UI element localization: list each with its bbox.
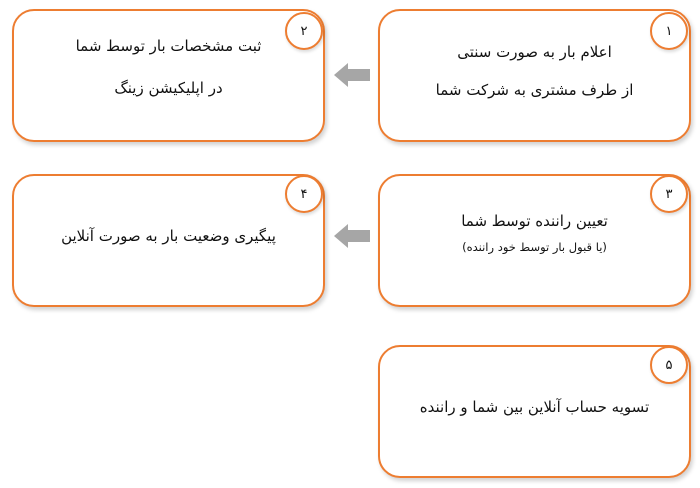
- step-5-number-badge: ۵: [650, 346, 688, 384]
- step-2-line-1: ثبت مشخصات بار توسط شما: [75, 37, 262, 55]
- arrow-left-icon: [334, 61, 370, 89]
- step-2-box: [12, 9, 325, 142]
- step-5-line-1: تسویه حساب آنلاین بین شما و راننده: [419, 398, 650, 416]
- arrow-left-icon: [334, 222, 370, 250]
- step-1-box: [378, 9, 691, 142]
- step-4-box: [12, 174, 325, 307]
- step-3-line-2: (یا قبول بار توسط خود راننده): [462, 240, 607, 254]
- step-4-number-badge: ۴: [285, 175, 323, 213]
- step-5-box: [378, 345, 691, 478]
- step-3-number-badge: ۳: [650, 175, 688, 213]
- step-1-line-1: اعلام بار به صورت سنتی: [457, 43, 612, 61]
- step-3-line-1: تعیین راننده توسط شما: [461, 212, 608, 230]
- step-2-line-2: در اپلیکیشن زینگ: [114, 79, 223, 97]
- step-2-number-badge: ۲: [285, 12, 323, 50]
- step-4-line-1: پیگیری وضعیت بار به صورت آنلاین: [61, 227, 276, 245]
- step-1-number-badge: ۱: [650, 12, 688, 50]
- step-1-line-2: از طرف مشتری به شرکت شما: [435, 81, 634, 99]
- step-3-box: [378, 174, 691, 307]
